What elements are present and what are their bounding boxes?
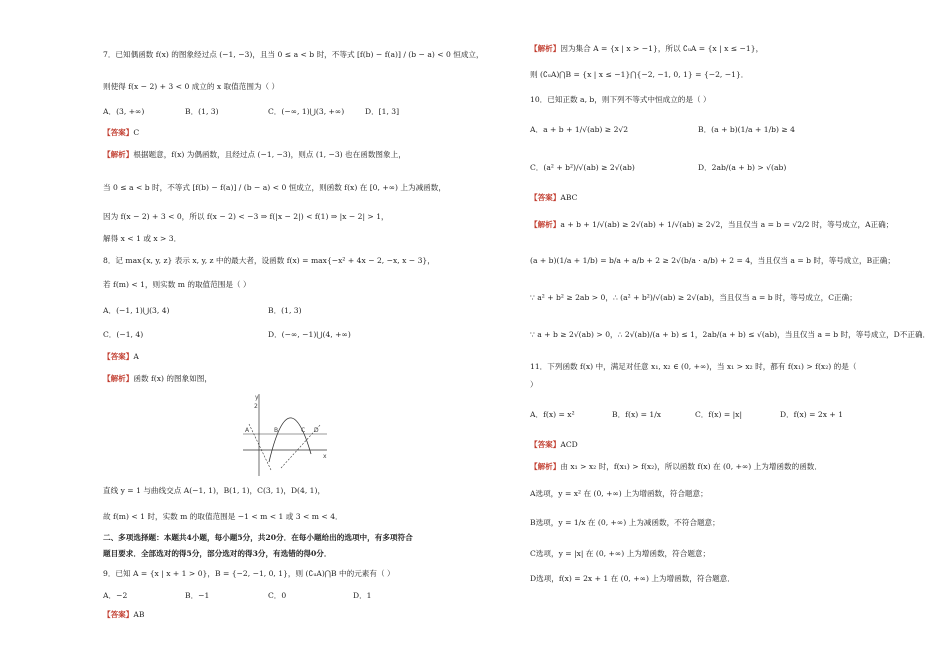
answer-tag: 【答案】	[530, 193, 561, 202]
q9-option-d: D．1	[353, 591, 372, 600]
graph-label-x: x	[323, 453, 327, 460]
q11-option-c: C．f(x) = |x|	[695, 410, 743, 419]
answer-value: ABC	[560, 193, 578, 202]
q8-option-a: A．(−1, 1)⋃(3, 4)	[103, 306, 170, 315]
q11-stem-line1: 11．下列函数 f(x) 中，满足对任意 x₁, x₂ ∈ (0, +∞)，当 x₁ > x₂ 时，都有 f(x₁) > f(x₂) 的是（	[530, 362, 857, 371]
q11-analysis-line1: 【解析】由 x₁ > x₂ 时，f(x₁) > f(x₂)，所以函数 f(x) 在 (0, +∞) 上为增函数的函数．	[530, 462, 822, 471]
q7-analysis-line3: 因为 f(x − 2) + 3 < 0，所以 f(x − 2) < −3 ⇒ f(|x − 2|) < f(1) ⇒ |x − 2| > 1，	[103, 212, 389, 221]
q10-analysis-line4: ∵ a + b ≥ 2√(ab) > 0，∴ 2√(ab)/(a + b) ≤ 1，2ab/(a + b) ≤ √(ab)，当且仅当 a = b 时，等号成立，D不正确．	[530, 330, 931, 339]
answer-tag: 【答案】	[103, 352, 134, 361]
q8-analysis-line3: 故 f(m) < 1 时，实数 m 的取值范围是 −1 < m < 1 或 3 < m < 4．	[103, 512, 343, 521]
analysis-tag: 【解析】	[530, 462, 561, 471]
q10-analysis-line3: ∵ a² + b² ≥ 2ab > 0，∴ (a² + b²)/√(ab) ≥ 2√(ab)，当且仅当 a = b 时，等号成立，C正确；	[530, 293, 857, 302]
q9-option-b: B．−1	[185, 591, 210, 600]
answer-value: A	[133, 352, 139, 361]
q10-analysis-line1: 【解析】a + b + 1/√(ab) ≥ 2√(ab) + 1/√(ab) ≥ 2√2，当且仅当 a = b = √2/2 时，等号成立，A正确；	[530, 220, 894, 229]
q7-analysis-line1: 【解析】根据题意，f(x) 为偶函数，且经过点 (−1, −3)，则点 (1, −3) 也在函数图象上，	[103, 150, 406, 159]
q7-answer	[103, 128, 139, 137]
q8-analysis-line2: 直线 y = 1 与曲线交点 A(−1, 1)，B(1, 1)，C(3, 1)，D(4, 1)，	[103, 486, 326, 495]
q7-option-d: D．[1, 3]	[365, 107, 400, 116]
graph-parabola	[269, 418, 311, 462]
q8-stem-line2: 若 f(m) < 1，则实数 m 的取值范围是（ ）	[103, 280, 251, 289]
q9-option-c: C．0	[268, 591, 287, 600]
q9-stem: 9．已知 A = {x | x + 1 > 0}，B = {−2, −1, 0, 1}，则 (∁ᵤA)⋂B 中的元素有（ ）	[103, 569, 395, 578]
q7-option-a: A．(3, +∞)	[103, 107, 145, 116]
q11-option-b: B．f(x) = 1/x	[612, 410, 662, 419]
answer-tag: 【答案】	[530, 440, 561, 449]
graph-label-y: y	[255, 394, 259, 401]
graph-label-2: 2	[254, 403, 258, 410]
q9-analysis-line1: 【解析】因为集合 A = {x | x > −1}，所以 ∁ᵤA = {x | x ≤ −1}，	[530, 44, 764, 53]
graph-label-d: D	[314, 427, 319, 434]
q7-stem-line1: 7．已知偶函数 f(x) 的图象经过点 (−1, −3)，且当 0 ≤ a < b 时，不等式 [f(b) − f(a)] / (b − a) < 0 恒成立，	[103, 50, 484, 59]
q11-option-d: D．f(x) = 2x + 1	[780, 410, 844, 419]
q11-line-c: C选项，y = |x| 在 (0, +∞) 上为增函数，符合题意；	[530, 549, 711, 558]
answer-tag: 【答案】	[103, 128, 134, 137]
q9-analysis-line2: 则 (∁ᵤA)⋂B = {x | x ≤ −1}⋂{−2, −1, 0, 1} = {−2, −1}．	[530, 70, 749, 79]
q10-option-d: D．2ab/(a + b) > √(ab)	[698, 163, 787, 172]
q11-stem-line2: ）	[530, 380, 538, 389]
function-graph	[241, 392, 331, 478]
graph-label-a: A	[245, 427, 250, 434]
q10-stem: 10．已知正数 a, b，则下列不等式中恒成立的是（ ）	[530, 95, 711, 104]
graph-label-c: C	[301, 427, 306, 434]
q10-option-c: C．(a² + b²)/√(ab) ≥ 2√(ab)	[530, 163, 635, 172]
analysis-tag: 【解析】	[530, 220, 561, 229]
q10-option-b: B．(a + b)(1/a + 1/b) ≥ 4	[698, 125, 795, 134]
answer-value: AB	[133, 610, 145, 619]
q11-option-a: A．f(x) = x²	[530, 410, 575, 419]
q10-analysis-line2: (a + b)(1/a + 1/b) = b/a + a/b + 2 ≥ 2√(b/a · a/b) + 2 = 4，当且仅当 a = b 时，等号成立，B正确；	[530, 256, 895, 265]
q7-option-c: C．(−∞, 1)⋃(3, +∞)	[268, 107, 345, 116]
q7-option-b: B．(1, 3)	[185, 107, 219, 116]
analysis-tag: 【解析】	[103, 150, 134, 159]
q7-analysis-line2: 当 0 ≤ a < b 时，不等式 [f(b) − f(a)] / (b − a) < 0 恒成立，则函数 f(x) 在 [0, +∞) 上为减函数，	[103, 183, 446, 192]
q9-option-a: A．−2	[103, 591, 128, 600]
q10-answer	[530, 193, 577, 202]
q11-line-a: A选项，y = x² 在 (0, +∞) 上为增函数，符合题意；	[530, 489, 708, 498]
q7-stem-line2: 则使得 f(x − 2) + 3 < 0 成立的 x 取值范围为（ ）	[103, 82, 280, 91]
section2-line1: 二、多项选择题：本题共4小题，每小题5分，共20分．在每小题给出的选项中，有多项符合	[103, 533, 413, 542]
answer-value: ACD	[560, 440, 578, 449]
q11-line-d: D选项，f(x) = 2x + 1 在 (0, +∞) 上为增函数，符合题意．	[530, 574, 735, 583]
q8-analysis-line1: 【解析】函数 f(x) 的图象如图，	[103, 374, 212, 383]
q10-option-a: A．a + b + 1/√(ab) ≥ 2√2	[530, 125, 629, 134]
q8-option-d: D．(−∞, −1)⋃(4, +∞)	[268, 330, 351, 339]
graph-line-neg-x	[249, 424, 271, 470]
q8-option-b: B．(1, 3)	[268, 306, 302, 315]
section2-line2: 题目要求．全部选对的得5分，部分选对的得3分，有选错的得0分．	[103, 549, 332, 558]
analysis-tag: 【解析】	[530, 44, 561, 53]
q8-stem-line1: 8．记 max{x, y, z} 表示 x, y, z 中的最大者，设函数 f(x) = max{−x² + 4x − 2, −x, x − 3}，	[103, 256, 435, 265]
q8-answer	[103, 352, 139, 361]
q9-answer	[103, 610, 144, 619]
q11-answer	[530, 440, 578, 449]
q11-line-b: B选项，y = 1/x 在 (0, +∞) 上为减函数，不符合题意；	[530, 518, 720, 527]
graph-label-b: B	[274, 427, 279, 434]
q7-analysis-line4: 解得 x < 1 或 x > 3．	[103, 234, 182, 243]
answer-tag: 【答案】	[103, 610, 134, 619]
analysis-tag: 【解析】	[103, 374, 134, 383]
q8-option-c: C．(−1, 4)	[103, 330, 144, 339]
answer-value: C	[133, 128, 140, 137]
